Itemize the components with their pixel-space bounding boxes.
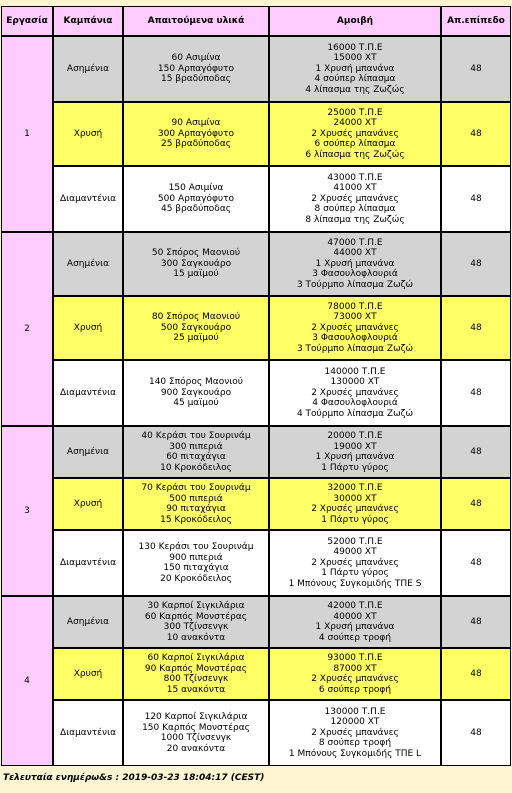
material-line: 90 πιταχάγια [166, 504, 226, 514]
reward [269, 360, 441, 426]
required-materials [123, 232, 269, 296]
material-line: 130 Κεράσι του Σουρινάμ [138, 542, 254, 552]
required-level: 48 [441, 648, 511, 700]
reward [269, 530, 441, 596]
required-level: 48 [441, 296, 511, 360]
table-row [1, 36, 511, 102]
reward-line: 130000 Τ.Π.Ε [324, 706, 386, 717]
reward-line: 25000 Τ.Π.Ε [327, 107, 383, 118]
table-row [1, 530, 511, 596]
reward-line: 49000 ΧΤ [333, 547, 377, 558]
required-level: 48 [441, 596, 511, 648]
reward-line: 1 Χρυσή μπανάνα [315, 452, 395, 462]
reward-line: 2 Χρυσές μπανάνες [311, 727, 399, 738]
material-line: 150 Καρπός Μονστέρας [142, 722, 250, 733]
reward-line: 1 Πάρτυ γύρος [321, 462, 389, 473]
material-line: 500 Σαγκουάρο [160, 322, 232, 333]
reward [269, 700, 441, 766]
campaign-name: Χρυσή [53, 296, 123, 360]
required-level: 48 [441, 232, 511, 296]
reward [269, 596, 441, 648]
material-line: 300 Σαγκουάρο [160, 258, 232, 269]
table-row [1, 360, 511, 426]
reward-line: 1 Χρυσή μπανάνα [315, 258, 395, 269]
material-line: 60 Καρποί Σιγκιλάρια [147, 653, 245, 663]
reward-line: 2 Χρυσές μπανάνες [311, 387, 399, 398]
task-number: 4 [1, 596, 53, 766]
reward-line: 87000 ΧΤ [333, 663, 377, 674]
reward-line: 2 Χρυσές μπανάνες [311, 128, 399, 139]
reward-line: 8 λίπασμα της Ζωζώς [305, 214, 405, 225]
reward-line: 44000 ΧΤ [333, 248, 377, 259]
required-level: 48 [441, 102, 511, 166]
reward-line: 2 Χρυσές μπανάνες [311, 322, 399, 333]
material-line: 15 ανακόντα [166, 684, 226, 695]
material-line: 90 Καρπός Μονστέρας [144, 663, 248, 674]
reward-line: 43000 Τ.Π.Ε [327, 172, 383, 183]
reward [269, 296, 441, 360]
material-line: 60 Καρπός Μονστέρας [144, 611, 248, 622]
material-line: 40 Κεράσι του Σουρινάμ [141, 431, 251, 441]
required-level: 48 [441, 360, 511, 426]
reward-line: 41000 ΧΤ [333, 183, 377, 194]
reward-line: 1 Χρυσή μπανάνα [315, 63, 395, 74]
reward-line: 93000 Τ.Π.Ε [327, 653, 383, 663]
campaign-name: Διαμαντένια [53, 530, 123, 596]
material-line: 20 Κροκόδειλος [160, 573, 232, 584]
material-line: 500 Αρπαγόφυτο [157, 193, 235, 204]
reward-line: 42000 Τ.Π.Ε [327, 601, 383, 611]
reward-line: 6 λίπασμα της Ζωζώς [305, 149, 405, 160]
reward-line: 6 σούπερ τροφή [318, 684, 392, 695]
material-line: 150 πιταχάγια [163, 563, 229, 573]
reward-line: 1 Πάρτυ γύρος [321, 568, 389, 579]
material-line: 25 μαϊμού [173, 333, 219, 344]
material-line: 10 ανακόντα [166, 632, 226, 643]
required-materials [123, 296, 269, 360]
reward-line: 6 σούπερ λίπασμα [314, 139, 396, 150]
reward-line: 2 Χρυσές μπανάνες [311, 674, 399, 684]
reward-line: 3 Φασουλοφλουριά [312, 269, 398, 280]
reward-line: 3 Τούρμπο λίπασμα Ζωζώ [296, 343, 414, 354]
required-materials [123, 478, 269, 530]
reward [269, 478, 441, 530]
last-updated: Τελευταία ενημέρω&s : 2019-03-23 18:04:17 (CEST) [3, 773, 265, 783]
reward-line: 78000 Τ.Π.Ε [327, 301, 383, 312]
reward-line: 1 Μπόνους Συγκομιδής ΤΠΕ S [288, 578, 422, 589]
reward-line: 3 Φασουλοφλουριά [312, 333, 398, 344]
campaign-name: Ασημένια [53, 426, 123, 478]
required-materials [123, 360, 269, 426]
header-reward: Αμοιβή [269, 6, 441, 36]
material-line: 25 βραδύποδας [160, 139, 232, 150]
campaign-table [1, 6, 511, 766]
material-line: 800 Τζίνσενγκ [163, 674, 229, 684]
required-materials [123, 166, 269, 232]
reward [269, 426, 441, 478]
material-line: 900 πιπεριά [169, 552, 223, 563]
required-level: 48 [441, 530, 511, 596]
required-materials [123, 36, 269, 102]
reward [269, 648, 441, 700]
header-materials: Απαιτούμενα υλικά [123, 6, 269, 36]
material-line: 90 Ασιμίνα [171, 118, 221, 129]
table-row [1, 166, 511, 232]
header-campaign: Καμπάνια [53, 6, 123, 36]
required-materials [123, 426, 269, 478]
reward-line: 8 σούπερ λίπασμα [314, 204, 396, 215]
campaign-name: Ασημένια [53, 232, 123, 296]
reward-line: 1 Χρυσή μπανάνα [315, 622, 395, 632]
material-line: 120 Καρποί Σιγκιλάρια [144, 712, 248, 722]
table-row [1, 648, 511, 700]
reward [269, 36, 441, 102]
task-number: 2 [1, 232, 53, 426]
material-line: 70 Κεράσι του Σουρινάμ [141, 483, 251, 493]
material-line: 500 πιπεριά [169, 493, 223, 504]
reward-line: 73000 ΧΤ [333, 312, 377, 323]
table-row [1, 596, 511, 648]
reward-line: 16000 Τ.Π.Ε [327, 42, 383, 53]
material-line: 20 ανακόντα [166, 743, 226, 754]
material-line: 300 Αρπαγόφυτο [157, 128, 235, 139]
material-line: 900 Σαγκουάρο [160, 387, 232, 398]
material-line: 50 Σπόρος Μαονιού [151, 248, 241, 259]
reward [269, 102, 441, 166]
required-materials [123, 596, 269, 648]
reward-line: 120000 ΧΤ [330, 717, 380, 728]
reward-line: 4 σούπερ τροφή [318, 632, 392, 643]
table-row [1, 102, 511, 166]
campaign-name: Ασημένια [53, 596, 123, 648]
reward-line: 19000 ΧΤ [333, 441, 377, 452]
material-line: 1000 Τζίνσενγκ [160, 733, 232, 743]
campaign-name: Χρυσή [53, 102, 123, 166]
header-level: Απ.επίπεδο [441, 6, 511, 36]
reward [269, 232, 441, 296]
header-row [1, 6, 511, 36]
material-line: 60 Ασιμίνα [171, 53, 221, 64]
material-line: 30 Καρποί Σιγκιλάρια [147, 601, 245, 611]
table-body [1, 36, 511, 766]
task-number: 3 [1, 426, 53, 596]
table-row [1, 426, 511, 478]
required-level: 48 [441, 36, 511, 102]
reward-line: 32000 Τ.Π.Ε [327, 483, 383, 493]
required-materials [123, 648, 269, 700]
reward-line: 8 σούπερ τροφή [318, 738, 392, 749]
reward-line: 20000 Τ.Π.Ε [327, 431, 383, 441]
task-number: 1 [1, 36, 53, 232]
reward-line: 4 λίπασμα της Ζωζώς [305, 84, 405, 95]
campaign-name: Διαμαντένια [53, 360, 123, 426]
material-line: 300 Τζίνσενγκ [163, 622, 229, 632]
required-materials [123, 700, 269, 766]
reward-line: 1 Πάρτυ γύρος [321, 514, 389, 525]
reward-line: 4 σούπερ λίπασμα [314, 74, 396, 85]
reward-line: 4 Φασουλοφλουριά [312, 398, 398, 409]
table-row [1, 478, 511, 530]
material-line: 45 μαϊμού [173, 398, 219, 409]
material-line: 60 πιταχάγια [166, 452, 226, 462]
material-line: 150 Αρπαγόφυτο [157, 63, 235, 74]
table-row [1, 700, 511, 766]
reward-line: 47000 Τ.Π.Ε [327, 237, 383, 248]
header-task: Εργασία [1, 6, 53, 36]
reward-line: 30000 ΧΤ [333, 493, 377, 504]
campaign-name: Ασημένια [53, 36, 123, 102]
campaign-name: Χρυσή [53, 648, 123, 700]
reward-line: 3 Τούρμπο λίπασμα Ζωζώ [296, 279, 414, 290]
material-line: 80 Σπόρος Μαονιού [151, 312, 241, 323]
reward-line: 24000 ΧΤ [333, 118, 377, 129]
material-line: 300 πιπεριά [169, 441, 223, 452]
required-level: 48 [441, 166, 511, 232]
reward-line: 2 Χρυσές μπανάνες [311, 504, 399, 514]
material-line: 15 βραδύποδας [160, 74, 232, 85]
material-line: 150 Ασιμίνα [168, 183, 224, 194]
reward-line: 140000 Τ.Π.Ε [324, 366, 386, 377]
required-level: 48 [441, 426, 511, 478]
reward-line: 15000 ΧΤ [333, 53, 377, 64]
reward-line: 40000 ΧΤ [333, 611, 377, 622]
table-row [1, 296, 511, 360]
table-row [1, 232, 511, 296]
reward-line: 130000 ΧΤ [330, 377, 380, 388]
reward-line: 1 Μπόνους Συγκομιδής ΤΠΕ L [288, 748, 422, 759]
campaign-name: Διαμαντένια [53, 166, 123, 232]
required-level: 48 [441, 700, 511, 766]
reward [269, 166, 441, 232]
material-line: 15 μαϊμού [173, 269, 219, 280]
material-line: 15 Κροκόδειλος [160, 514, 232, 525]
required-level: 48 [441, 478, 511, 530]
reward-line: 52000 Τ.Π.Ε [327, 536, 383, 547]
material-line: 140 Σπόρος Μαονιού [148, 377, 243, 388]
campaign-name: Διαμαντένια [53, 700, 123, 766]
required-materials [123, 102, 269, 166]
reward-line: 2 Χρυσές μπανάνες [311, 557, 399, 568]
material-line: 10 Κροκόδειλος [160, 462, 232, 473]
material-line: 45 βραδύποδας [160, 204, 232, 215]
reward-line: 2 Χρυσές μπανάνες [311, 193, 399, 204]
reward-line: 4 Τούρμπο λίπασμα Ζωζώ [296, 408, 414, 419]
required-materials [123, 530, 269, 596]
campaign-name: Χρυσή [53, 478, 123, 530]
